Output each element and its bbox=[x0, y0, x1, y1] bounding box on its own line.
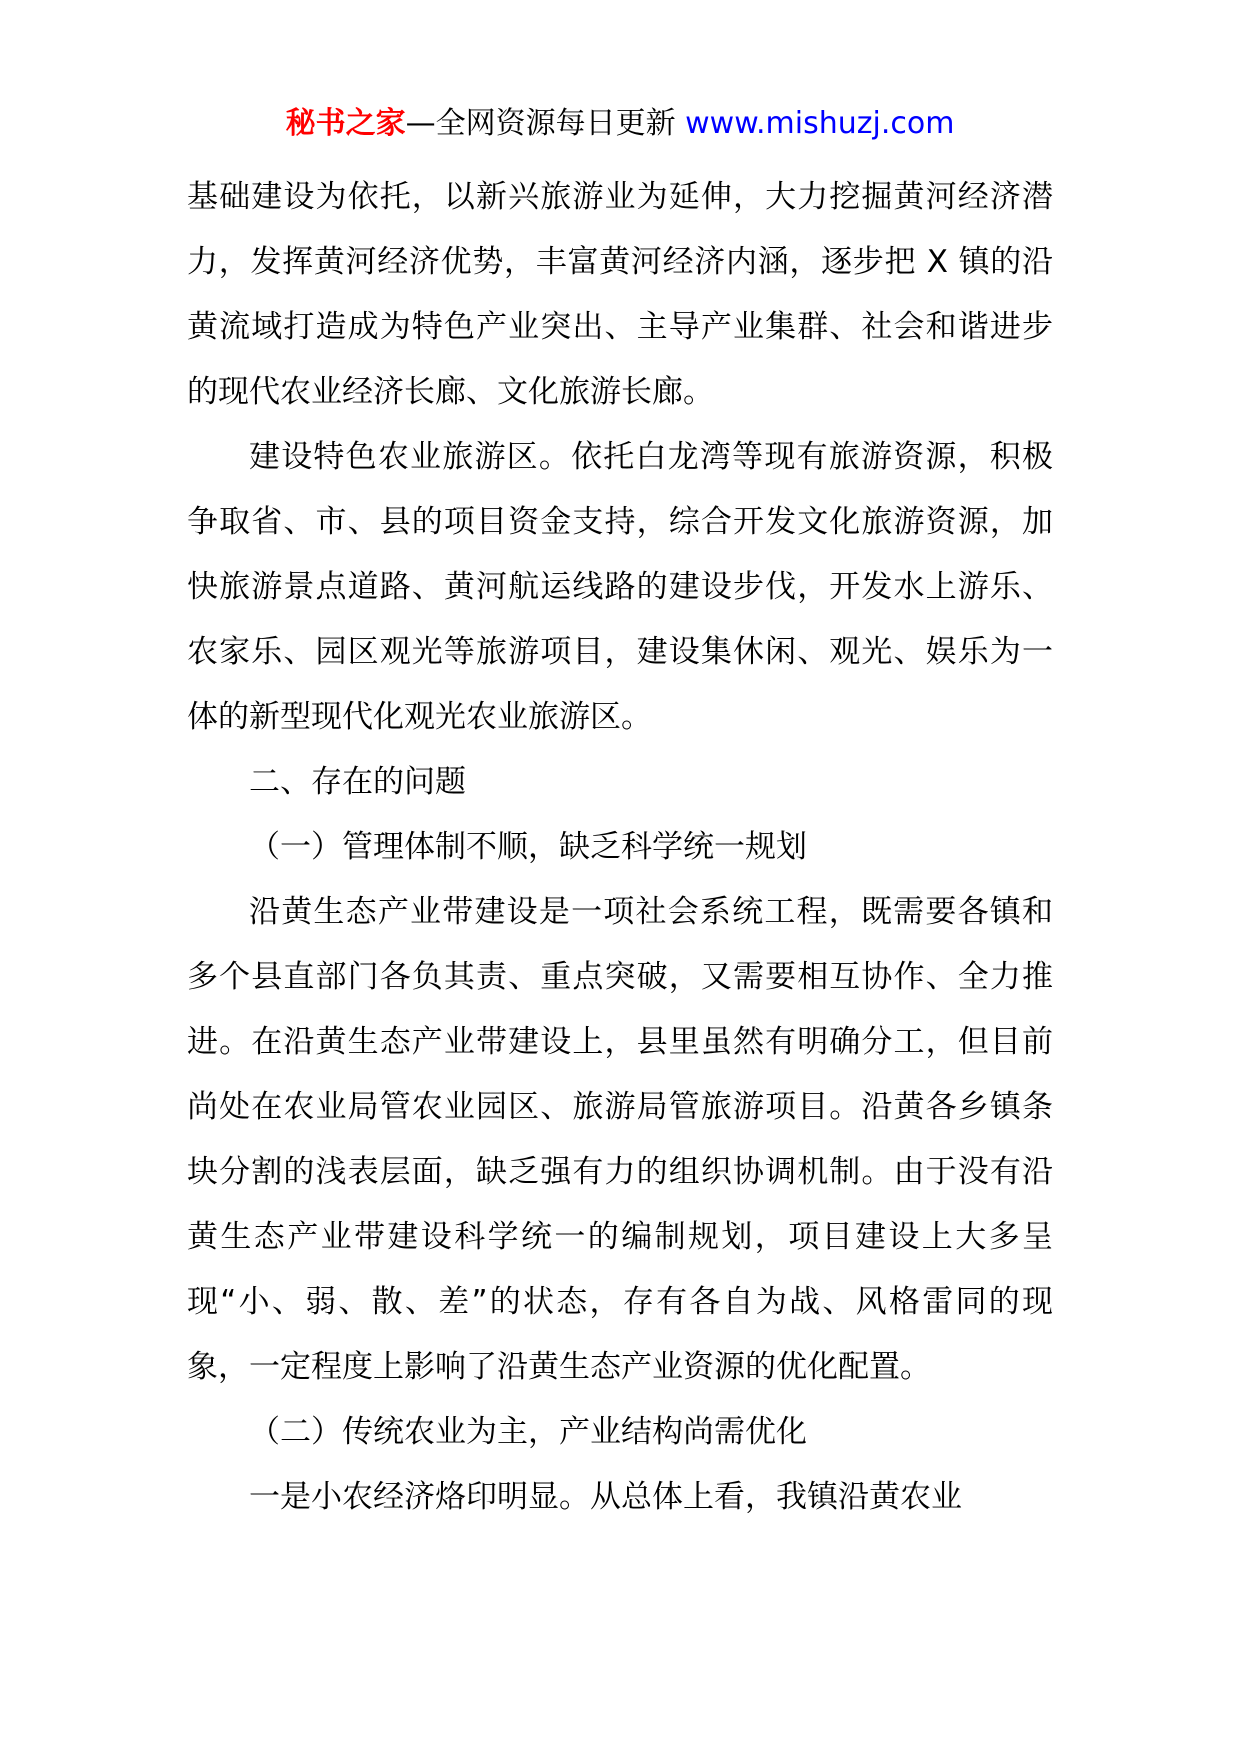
paragraph-small-farming: 一是小农经济烙印明显。从总体上看，我镇沿黄农业 bbox=[249, 1479, 962, 1515]
subheading-traditional-agriculture: （二）传统农业为主，产业结构尚需优化 bbox=[249, 1414, 807, 1450]
section-heading-problems: 二、存在的问题 bbox=[249, 764, 466, 800]
site-url-link[interactable]: www.mishuzj.com bbox=[685, 106, 955, 141]
header-tagline: —全网资源每日更新 bbox=[405, 106, 686, 141]
brand-name: 秘书之家 bbox=[285, 106, 406, 141]
paragraph-continuation: 基础建设为依托，以新兴旅游业为延伸，大力挖掘黄河经济潜力，发挥黄河经济优势，丰富黄河经济内涵，逐步把 X 镇的沿黄流域打造成为特色产业突出、主导产业集群、社会和谐进步的现代农业经济长廊、文化旅游长廊。 bbox=[187, 179, 1053, 410]
document-body bbox=[187, 165, 1053, 1530]
subheading-management: （一）管理体制不顺，缺乏科学统一规划 bbox=[249, 829, 807, 865]
paragraph-agri-tourism: 建设特色农业旅游区。依托白龙湾等现有旅游资源，积极争取省、市、县的项目资金支持，综合开发文化旅游资源，加快旅游景点道路、黄河航运线路的建设步伐，开发水上游乐、农家乐、园区观光等旅游项目，建设集休闲、观光、娱乐为一体的新型现代化观光农业旅游区。 bbox=[187, 439, 1053, 735]
paragraph-management: 沿黄生态产业带建设是一项社会系统工程，既需要各镇和多个县直部门各负其责、重点突破，又需要相互协作、全力推进。在沿黄生态产业带建设上，县里虽然有明确分工，但目前尚处在农业局管农业园区、旅游局管旅游项目。沿黄各乡镇条块分割的浅表层面，缺乏强有力的组织协调机制。由于没有沿黄生态产业带建设科学统一的编制规划，项目建设上大多呈现“小、弱、散、差”的状态，存有各自为战、风格雷同的现象，一定程度上影响了沿黄生态产业资源的优化配置。 bbox=[187, 894, 1053, 1385]
page-header bbox=[0, 104, 1240, 144]
